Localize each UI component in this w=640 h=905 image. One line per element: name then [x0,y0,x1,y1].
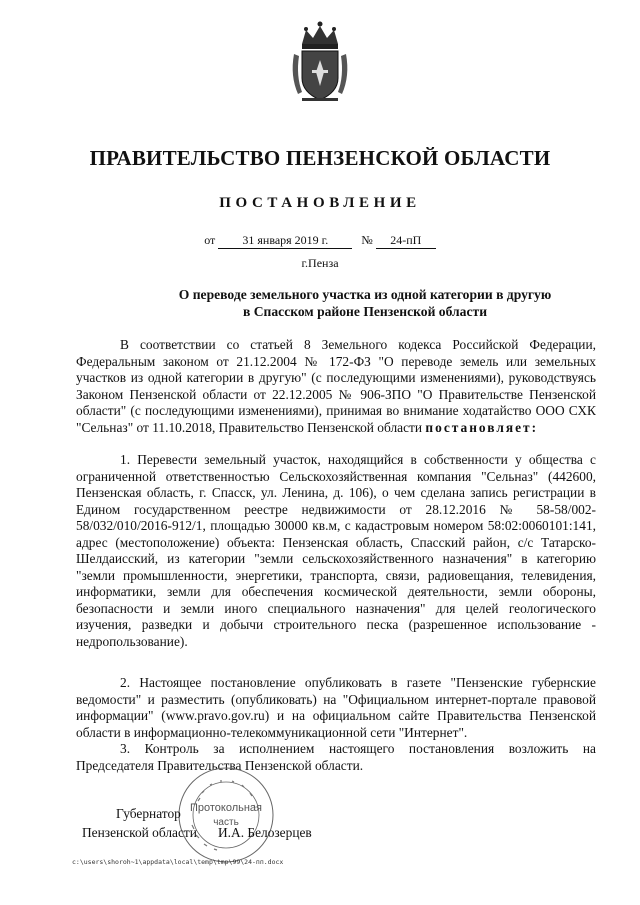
document-number: 24-пП [376,233,436,249]
item-3-paragraph: 3. Контроль за исполнением настоящего постановления возложить на Председателя Правительства Пензенской области. [76,741,596,773]
subject-line-2: в Спасском районе Пензенской области [242,304,488,319]
signatory-name: И.А. Белозерцев [218,825,312,840]
city: г.Пенза [301,256,339,270]
stamp-line-2: часть [213,817,239,828]
preamble-text: В соответствии со статьей 8 Земельного кодекса Российской Федерации, Федеральным законом от 21.12.2004 № 172-ФЗ "О переводе земель или земельных участков из одной категории в другую" (с последующими изменениями), руководствуясь Законом Пензенской области от 22.12.2005 № 906-ЗПО "О Правительстве Пензенской области" (с последующими изменениями), принимая во внимание ходатайство ООО СХК "Сельназ" от 11.10.2018, Правительство Пензенской области [76,337,596,435]
item-2-paragraph: 2. Настоящее постановление опубликовать в газете "Пензенские губернские ведомости" и разместить (опубликовать) на "Официальном интернет-портале правовой информации" (www.pravo.gov.ru) и на официальном сайте Правительства Пензенской области в информационно-телекоммуникационной сети "Интернет". [76,675,596,740]
subject-line-1: О переводе земельного участка из одной категории в другую [178,287,552,302]
coat-of-arms-icon [288,20,352,104]
preamble-paragraph [76,337,596,436]
signatory-title-line-2: Пензенской области [82,825,197,840]
document-subject [150,286,580,320]
protocol-stamp [176,765,276,865]
number-prefix: № [361,233,373,247]
item-1-paragraph: 1. Перевести земельный участок, находящийся в собственности у общества с ограниченной ответственностью Сельскохозяйственная компания "Сельназ" (442600, Пензенская область, г. Спасск, ул. Ленина, д. 106), о чем сделана запись регистрации в Едином государственном реестре недвижимости от 28.12.2016 № 58-58/002-58/032/010/2016-912/1, площадью 30000 кв.м, с кадастровым номером 58:02:0060101:141, адрес (местоположение) объекта: Пензенская область, Спасский район, с/с Татарско-Шелдаисский, из категории "земли сельскохозяйственного назначения" в категорию "земли промышленности, энергетики, транспорта, связи, радиовещания, телевидения, информатики, земли для обеспечения космической деятельности, земли обороны, безопасности и земли иного специального назначения" для целей геологического изучения, разведки и добычи строительного песка (разрешенное использование - недропользование). [76,452,596,649]
signatory-title-line-1: Губернатор [116,806,181,821]
organization-title: ПРАВИТЕЛЬСТВО ПЕНЗЕНСКОЙ ОБЛАСТИ [89,146,551,170]
stamp-line-1: Протокольная [189,802,263,814]
date-number-line [0,233,640,249]
date-prefix: от [204,233,216,247]
document-date: 31 января 2019 г. [218,233,352,249]
decree-word: постановляет: [425,419,539,435]
document-type: ПОСТАНОВЛЕНИЕ [219,195,421,211]
file-path: c:\users\shoroh~1\appdata\local\temp\tmp\99\24-пп.docx [72,858,284,866]
